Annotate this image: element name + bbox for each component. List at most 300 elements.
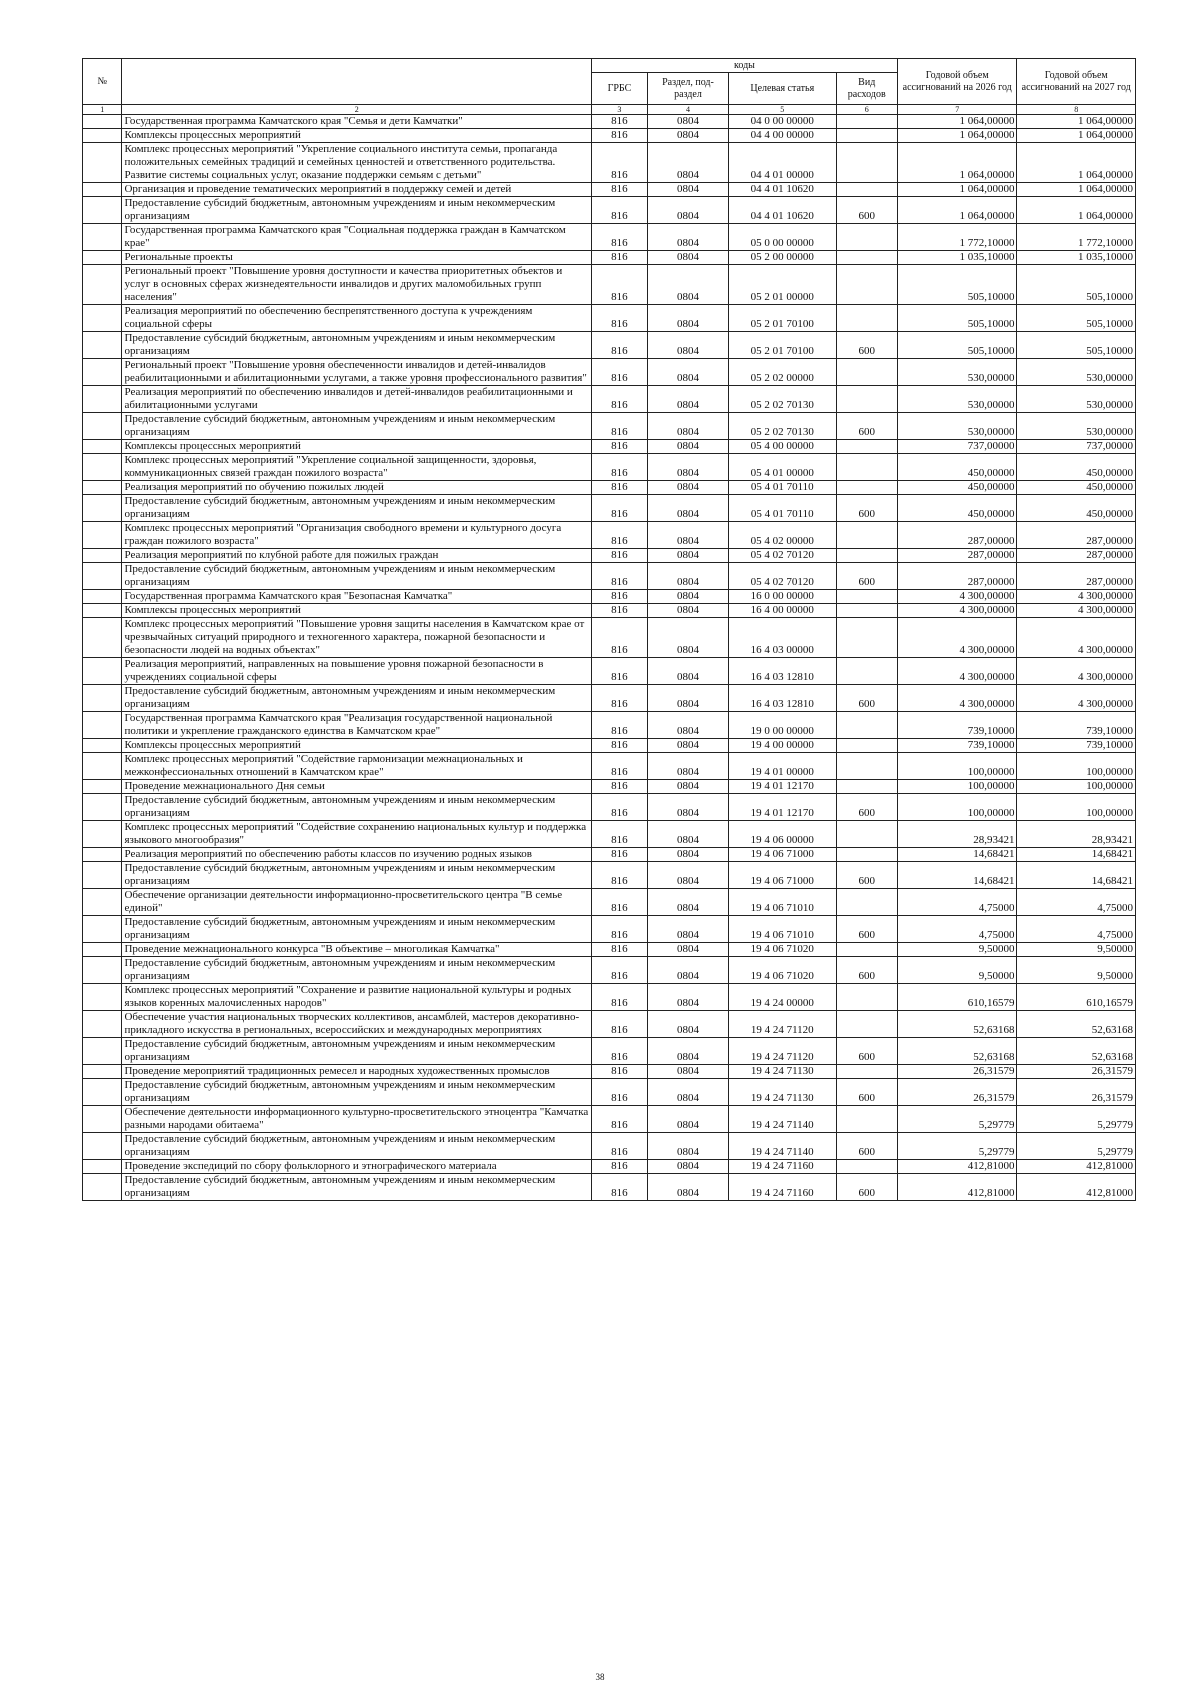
row-number-cell xyxy=(83,183,122,197)
expense-type-cell: 600 xyxy=(836,685,897,712)
grbs-cell: 816 xyxy=(591,753,647,780)
item-name-cell: Комплекс процессных мероприятий "Повышение уровня защиты населения в Камчатском крае от чрезвычайных ситуаций природного и техногенного характера, пожарной безопасности и безопасности людей на водных объектах" xyxy=(122,618,591,658)
volume-2026-cell: 287,00000 xyxy=(897,549,1017,563)
table-row xyxy=(83,143,1136,183)
row-number-cell xyxy=(83,753,122,780)
expense-type-cell xyxy=(836,143,897,183)
table-row xyxy=(83,495,1136,522)
section-cell: 0804 xyxy=(647,454,728,481)
item-name-cell: Комплексы процессных мероприятий xyxy=(122,739,591,753)
volume-2027-cell: 739,10000 xyxy=(1017,712,1136,739)
row-number-cell xyxy=(83,563,122,590)
section-cell: 0804 xyxy=(647,1065,728,1079)
section-cell: 0804 xyxy=(647,658,728,685)
volume-2027-cell: 9,50000 xyxy=(1017,957,1136,984)
target-article-cell: 05 2 02 70130 xyxy=(729,413,836,440)
volume-2026-cell: 26,31579 xyxy=(897,1065,1017,1079)
grbs-cell: 816 xyxy=(591,821,647,848)
table-row xyxy=(83,848,1136,862)
expense-type-cell: 600 xyxy=(836,197,897,224)
row-number-cell xyxy=(83,943,122,957)
target-article-cell: 05 2 02 00000 xyxy=(729,359,836,386)
row-number-cell xyxy=(83,440,122,454)
column-index-2: 2 xyxy=(122,105,591,115)
expense-type-cell xyxy=(836,440,897,454)
expense-type-cell xyxy=(836,712,897,739)
table-row xyxy=(83,454,1136,481)
table-row xyxy=(83,386,1136,413)
grbs-cell: 816 xyxy=(591,848,647,862)
row-number-cell xyxy=(83,454,122,481)
section-cell: 0804 xyxy=(647,604,728,618)
item-name-cell: Комплекс процессных мероприятий "Укрепление социальной защищенности, здоровья, коммуникационных связей граждан пожилого возраста" xyxy=(122,454,591,481)
grbs-cell: 816 xyxy=(591,685,647,712)
section-cell: 0804 xyxy=(647,224,728,251)
grbs-cell: 816 xyxy=(591,658,647,685)
volume-2027-cell: 100,00000 xyxy=(1017,794,1136,821)
expense-type-cell xyxy=(836,1011,897,1038)
table-row xyxy=(83,413,1136,440)
row-number-cell xyxy=(83,413,122,440)
volume-2026-cell: 505,10000 xyxy=(897,332,1017,359)
expense-type-cell: 600 xyxy=(836,1038,897,1065)
volume-2027-cell: 450,00000 xyxy=(1017,481,1136,495)
row-number-cell xyxy=(83,522,122,549)
volume-2026-cell: 28,93421 xyxy=(897,821,1017,848)
volume-2026-cell: 4 300,00000 xyxy=(897,685,1017,712)
section-cell: 0804 xyxy=(647,590,728,604)
section-cell: 0804 xyxy=(647,1160,728,1174)
item-name-cell: Государственная программа Камчатского края "Социальная поддержка граждан в Камчатском крае" xyxy=(122,224,591,251)
expense-type-cell: 600 xyxy=(836,957,897,984)
volume-2026-cell: 100,00000 xyxy=(897,794,1017,821)
volume-2026-cell: 450,00000 xyxy=(897,495,1017,522)
volume-2026-cell: 26,31579 xyxy=(897,1079,1017,1106)
grbs-cell: 816 xyxy=(591,386,647,413)
expense-type-cell xyxy=(836,265,897,305)
row-number-cell xyxy=(83,197,122,224)
item-name-cell: Проведение межнационального Дня семьи xyxy=(122,780,591,794)
item-name-cell: Реализация мероприятий по обеспечению работы классов по изучению родных языков xyxy=(122,848,591,862)
grbs-cell: 816 xyxy=(591,943,647,957)
table-row xyxy=(83,957,1136,984)
grbs-cell: 816 xyxy=(591,197,647,224)
row-number-cell xyxy=(83,251,122,265)
table-row xyxy=(83,1038,1136,1065)
grbs-cell: 816 xyxy=(591,712,647,739)
grbs-cell: 816 xyxy=(591,1160,647,1174)
target-article-cell: 05 4 01 70110 xyxy=(729,481,836,495)
section-cell: 0804 xyxy=(647,481,728,495)
item-name-cell: Обеспечение участия национальных творческих коллективов, ансамблей, мастеров декоративно-прикладного искусства в региональных, всероссийских и международных мероприятиях xyxy=(122,1011,591,1038)
section-cell: 0804 xyxy=(647,916,728,943)
volume-2027-cell: 5,29779 xyxy=(1017,1133,1136,1160)
column-index-6: 6 xyxy=(836,105,897,115)
volume-2027-cell: 530,00000 xyxy=(1017,386,1136,413)
grbs-cell: 816 xyxy=(591,1106,647,1133)
target-article-cell: 19 4 24 71160 xyxy=(729,1174,836,1201)
table-row xyxy=(83,1106,1136,1133)
table-row xyxy=(83,224,1136,251)
item-name-cell: Комплекс процессных мероприятий "Организация свободного времени и культурного досуга граждан пожилого возраста" xyxy=(122,522,591,549)
expense-type-cell: 600 xyxy=(836,563,897,590)
expense-type-cell: 600 xyxy=(836,1079,897,1106)
target-article-cell: 05 2 02 70130 xyxy=(729,386,836,413)
row-number-cell xyxy=(83,1133,122,1160)
header-grbs: ГРБС xyxy=(591,73,647,105)
volume-2027-cell: 52,63168 xyxy=(1017,1038,1136,1065)
expense-type-cell xyxy=(836,129,897,143)
item-name-cell: Обеспечение организации деятельности информационно-просветительского центра "В семье единой" xyxy=(122,889,591,916)
section-cell: 0804 xyxy=(647,563,728,590)
section-cell: 0804 xyxy=(647,794,728,821)
volume-2026-cell: 9,50000 xyxy=(897,957,1017,984)
table-row xyxy=(83,590,1136,604)
volume-2027-cell: 505,10000 xyxy=(1017,332,1136,359)
volume-2027-cell: 530,00000 xyxy=(1017,359,1136,386)
table-row xyxy=(83,1065,1136,1079)
volume-2027-cell: 505,10000 xyxy=(1017,265,1136,305)
target-article-cell: 16 4 03 12810 xyxy=(729,685,836,712)
section-cell: 0804 xyxy=(647,1106,728,1133)
section-cell: 0804 xyxy=(647,780,728,794)
expense-type-cell xyxy=(836,848,897,862)
table-row xyxy=(83,481,1136,495)
item-name-cell: Предоставление субсидий бюджетным, автономным учреждениям и иным некоммерческим организациям xyxy=(122,332,591,359)
volume-2027-cell: 1 064,00000 xyxy=(1017,183,1136,197)
volume-2026-cell: 1 064,00000 xyxy=(897,115,1017,129)
row-number-cell xyxy=(83,1011,122,1038)
table-row xyxy=(83,889,1136,916)
row-number-cell xyxy=(83,481,122,495)
expense-type-cell xyxy=(836,889,897,916)
grbs-cell: 816 xyxy=(591,265,647,305)
table-row xyxy=(83,685,1136,712)
item-name-cell: Предоставление субсидий бюджетным, автономным учреждениям и иным некоммерческим организациям xyxy=(122,1079,591,1106)
grbs-cell: 816 xyxy=(591,359,647,386)
target-article-cell: 04 4 01 10620 xyxy=(729,197,836,224)
item-name-cell: Организация и проведение тематических мероприятий в поддержку семей и детей xyxy=(122,183,591,197)
column-index-8: 8 xyxy=(1017,105,1136,115)
expense-type-cell xyxy=(836,590,897,604)
grbs-cell: 816 xyxy=(591,1011,647,1038)
volume-2027-cell: 26,31579 xyxy=(1017,1065,1136,1079)
expense-type-cell xyxy=(836,386,897,413)
row-number-cell xyxy=(83,265,122,305)
volume-2027-cell: 28,93421 xyxy=(1017,821,1136,848)
volume-2027-cell: 4 300,00000 xyxy=(1017,590,1136,604)
expense-type-cell: 600 xyxy=(836,1133,897,1160)
expense-type-cell xyxy=(836,1065,897,1079)
volume-2027-cell: 9,50000 xyxy=(1017,943,1136,957)
volume-2027-cell: 4 300,00000 xyxy=(1017,618,1136,658)
target-article-cell: 19 4 24 71140 xyxy=(729,1133,836,1160)
expense-type-cell: 600 xyxy=(836,916,897,943)
header-name-blank xyxy=(122,59,591,105)
expense-type-cell: 600 xyxy=(836,862,897,889)
header-codes: коды xyxy=(591,59,897,73)
section-cell: 0804 xyxy=(647,332,728,359)
grbs-cell: 816 xyxy=(591,115,647,129)
section-cell: 0804 xyxy=(647,495,728,522)
row-number-cell xyxy=(83,129,122,143)
expense-type-cell: 600 xyxy=(836,1174,897,1201)
expense-type-cell: 600 xyxy=(836,332,897,359)
column-index-3: 3 xyxy=(591,105,647,115)
section-cell: 0804 xyxy=(647,129,728,143)
table-row xyxy=(83,739,1136,753)
grbs-cell: 816 xyxy=(591,481,647,495)
row-number-cell xyxy=(83,739,122,753)
expense-type-cell xyxy=(836,753,897,780)
target-article-cell: 19 4 24 71140 xyxy=(729,1106,836,1133)
expense-type-cell xyxy=(836,984,897,1011)
grbs-cell: 816 xyxy=(591,618,647,658)
volume-2027-cell: 1 064,00000 xyxy=(1017,197,1136,224)
target-article-cell: 05 0 00 00000 xyxy=(729,224,836,251)
target-article-cell: 05 2 00 00000 xyxy=(729,251,836,265)
column-index-4: 4 xyxy=(647,105,728,115)
target-article-cell: 05 4 02 70120 xyxy=(729,549,836,563)
section-cell: 0804 xyxy=(647,739,728,753)
item-name-cell: Предоставление субсидий бюджетным, автономным учреждениям и иным некоммерческим организациям xyxy=(122,1133,591,1160)
item-name-cell: Комплекс процессных мероприятий "Сохранение и развитие национальной культуры и родных языков коренных малочисленных народов" xyxy=(122,984,591,1011)
expense-type-cell xyxy=(836,305,897,332)
volume-2027-cell: 1 035,10000 xyxy=(1017,251,1136,265)
volume-2026-cell: 739,10000 xyxy=(897,739,1017,753)
target-article-cell: 05 4 00 00000 xyxy=(729,440,836,454)
table-row xyxy=(83,115,1136,129)
column-index-5: 5 xyxy=(729,105,836,115)
grbs-cell: 816 xyxy=(591,129,647,143)
target-article-cell: 19 4 06 00000 xyxy=(729,821,836,848)
grbs-cell: 816 xyxy=(591,522,647,549)
volume-2026-cell: 1 064,00000 xyxy=(897,129,1017,143)
row-number-cell xyxy=(83,1079,122,1106)
section-cell: 0804 xyxy=(647,1011,728,1038)
target-article-cell: 16 4 03 12810 xyxy=(729,658,836,685)
volume-2027-cell: 287,00000 xyxy=(1017,549,1136,563)
row-number-cell xyxy=(83,495,122,522)
table-row xyxy=(83,305,1136,332)
table-row xyxy=(83,522,1136,549)
grbs-cell: 816 xyxy=(591,957,647,984)
target-article-cell: 19 4 01 12170 xyxy=(729,780,836,794)
volume-2026-cell: 4,75000 xyxy=(897,889,1017,916)
volume-2027-cell: 450,00000 xyxy=(1017,454,1136,481)
volume-2026-cell: 450,00000 xyxy=(897,481,1017,495)
grbs-cell: 816 xyxy=(591,604,647,618)
volume-2027-cell: 610,16579 xyxy=(1017,984,1136,1011)
volume-2027-cell: 4 300,00000 xyxy=(1017,658,1136,685)
expense-type-cell xyxy=(836,224,897,251)
row-number-cell xyxy=(83,224,122,251)
item-name-cell: Государственная программа Камчатского края "Безопасная Камчатка" xyxy=(122,590,591,604)
item-name-cell: Реализация мероприятий по обеспечению инвалидов и детей-инвалидов реабилитационными и абилитационными услугами xyxy=(122,386,591,413)
target-article-cell: 19 4 01 12170 xyxy=(729,794,836,821)
target-article-cell: 19 4 24 71160 xyxy=(729,1160,836,1174)
grbs-cell: 816 xyxy=(591,984,647,1011)
target-article-cell: 05 2 01 70100 xyxy=(729,332,836,359)
target-article-cell: 05 4 01 00000 xyxy=(729,454,836,481)
target-article-cell: 19 4 00 00000 xyxy=(729,739,836,753)
table-row xyxy=(83,1160,1136,1174)
row-number-cell xyxy=(83,1038,122,1065)
volume-2027-cell: 52,63168 xyxy=(1017,1011,1136,1038)
grbs-cell: 816 xyxy=(591,1079,647,1106)
table-row xyxy=(83,916,1136,943)
table-row xyxy=(83,1133,1136,1160)
row-number-cell xyxy=(83,604,122,618)
header-number: № xyxy=(83,59,122,105)
item-name-cell: Предоставление субсидий бюджетным, автономным учреждениям и иным некоммерческим организациям xyxy=(122,1174,591,1201)
section-cell: 0804 xyxy=(647,183,728,197)
grbs-cell: 816 xyxy=(591,739,647,753)
row-number-cell xyxy=(83,359,122,386)
target-article-cell: 04 0 00 00000 xyxy=(729,115,836,129)
table-row xyxy=(83,129,1136,143)
row-number-cell xyxy=(83,889,122,916)
section-cell: 0804 xyxy=(647,753,728,780)
section-cell: 0804 xyxy=(647,413,728,440)
expense-type-cell xyxy=(836,359,897,386)
item-name-cell: Предоставление субсидий бюджетным, автономным учреждениям и иным некоммерческим организациям xyxy=(122,197,591,224)
item-name-cell: Комплекс процессных мероприятий "Укрепление социального института семьи, пропаганда положительных семейных традиций и семейных ценностей и ответственного родительства. Развитие системы социальных услуг, оказание поддержки семьям с детьми" xyxy=(122,143,591,183)
grbs-cell: 816 xyxy=(591,1133,647,1160)
row-number-cell xyxy=(83,957,122,984)
expense-type-cell xyxy=(836,454,897,481)
volume-2026-cell: 5,29779 xyxy=(897,1106,1017,1133)
volume-2027-cell: 450,00000 xyxy=(1017,495,1136,522)
table-row xyxy=(83,1174,1136,1201)
item-name-cell: Предоставление субсидий бюджетным, автономным учреждениям и иным некоммерческим организациям xyxy=(122,1038,591,1065)
item-name-cell: Государственная программа Камчатского края "Семья и дети Камчатки" xyxy=(122,115,591,129)
volume-2027-cell: 1 064,00000 xyxy=(1017,129,1136,143)
section-cell: 0804 xyxy=(647,386,728,413)
header-target-article: Целевая статья xyxy=(729,73,836,105)
row-number-cell xyxy=(83,115,122,129)
volume-2026-cell: 530,00000 xyxy=(897,386,1017,413)
item-name-cell: Предоставление субсидий бюджетным, автономным учреждениям и иным некоммерческим организациям xyxy=(122,862,591,889)
item-name-cell: Проведение мероприятий традиционных ремесел и народных художественных промыслов xyxy=(122,1065,591,1079)
header-volume-2027: Годовой объем ассигнований на 2027 год xyxy=(1017,59,1136,105)
row-number-cell xyxy=(83,549,122,563)
table-row xyxy=(83,780,1136,794)
volume-2027-cell: 530,00000 xyxy=(1017,413,1136,440)
item-name-cell: Реализация мероприятий, направленных на повышение уровня пожарной безопасности в учреждениях социальной сферы xyxy=(122,658,591,685)
section-cell: 0804 xyxy=(647,685,728,712)
item-name-cell: Предоставление субсидий бюджетным, автономным учреждениям и иным некоммерческим организациям xyxy=(122,794,591,821)
grbs-cell: 816 xyxy=(591,332,647,359)
item-name-cell: Реализация мероприятий по обеспечению беспрепятственного доступа к учреждениям социальной сферы xyxy=(122,305,591,332)
grbs-cell: 816 xyxy=(591,440,647,454)
grbs-cell: 816 xyxy=(591,1065,647,1079)
volume-2027-cell: 287,00000 xyxy=(1017,522,1136,549)
table-row xyxy=(83,251,1136,265)
expense-type-cell xyxy=(836,821,897,848)
table-body xyxy=(83,115,1136,1201)
volume-2026-cell: 1 064,00000 xyxy=(897,143,1017,183)
expense-type-cell xyxy=(836,943,897,957)
volume-2026-cell: 14,68421 xyxy=(897,862,1017,889)
section-cell: 0804 xyxy=(647,522,728,549)
table-row xyxy=(83,265,1136,305)
volume-2027-cell: 5,29779 xyxy=(1017,1106,1136,1133)
item-name-cell: Комплексы процессных мероприятий xyxy=(122,440,591,454)
grbs-cell: 816 xyxy=(591,454,647,481)
target-article-cell: 05 4 02 00000 xyxy=(729,522,836,549)
item-name-cell: Комплекс процессных мероприятий "Содействие сохранению национальных культур и поддержка языкового многообразия" xyxy=(122,821,591,848)
table-row xyxy=(83,332,1136,359)
grbs-cell: 816 xyxy=(591,590,647,604)
item-name-cell: Комплексы процессных мероприятий xyxy=(122,604,591,618)
volume-2026-cell: 287,00000 xyxy=(897,522,1017,549)
row-number-cell xyxy=(83,590,122,604)
target-article-cell: 19 4 24 71120 xyxy=(729,1038,836,1065)
grbs-cell: 816 xyxy=(591,889,647,916)
page-number: 38 xyxy=(595,1672,605,1682)
expense-type-cell xyxy=(836,780,897,794)
budget-table xyxy=(82,58,1136,1201)
row-number-cell xyxy=(83,780,122,794)
target-article-cell: 19 4 06 71020 xyxy=(729,943,836,957)
table-row xyxy=(83,604,1136,618)
item-name-cell: Реализация мероприятий по обучению пожилых людей xyxy=(122,481,591,495)
target-article-cell: 19 4 24 71120 xyxy=(729,1011,836,1038)
header-expense-type: Вид расходов xyxy=(836,73,897,105)
expense-type-cell xyxy=(836,604,897,618)
target-article-cell: 19 4 06 71010 xyxy=(729,916,836,943)
expense-type-cell: 600 xyxy=(836,413,897,440)
volume-2026-cell: 14,68421 xyxy=(897,848,1017,862)
volume-2026-cell: 4 300,00000 xyxy=(897,590,1017,604)
section-cell: 0804 xyxy=(647,618,728,658)
section-cell: 0804 xyxy=(647,712,728,739)
target-article-cell: 16 0 00 00000 xyxy=(729,590,836,604)
row-number-cell xyxy=(83,305,122,332)
volume-2027-cell: 412,81000 xyxy=(1017,1160,1136,1174)
row-number-cell xyxy=(83,916,122,943)
grbs-cell: 816 xyxy=(591,143,647,183)
target-article-cell: 19 4 24 71130 xyxy=(729,1079,836,1106)
target-article-cell: 04 4 01 10620 xyxy=(729,183,836,197)
table-row xyxy=(83,359,1136,386)
section-cell: 0804 xyxy=(647,359,728,386)
volume-2026-cell: 52,63168 xyxy=(897,1011,1017,1038)
volume-2026-cell: 52,63168 xyxy=(897,1038,1017,1065)
grbs-cell: 816 xyxy=(591,780,647,794)
grbs-cell: 816 xyxy=(591,1038,647,1065)
expense-type-cell xyxy=(836,739,897,753)
section-cell: 0804 xyxy=(647,197,728,224)
volume-2027-cell: 287,00000 xyxy=(1017,563,1136,590)
row-number-cell xyxy=(83,1174,122,1201)
volume-2026-cell: 287,00000 xyxy=(897,563,1017,590)
volume-2026-cell: 412,81000 xyxy=(897,1160,1017,1174)
section-cell: 0804 xyxy=(647,440,728,454)
section-cell: 0804 xyxy=(647,305,728,332)
expense-type-cell xyxy=(836,658,897,685)
expense-type-cell xyxy=(836,1160,897,1174)
table-row xyxy=(83,984,1136,1011)
section-cell: 0804 xyxy=(647,821,728,848)
volume-2026-cell: 4 300,00000 xyxy=(897,658,1017,685)
table-row xyxy=(83,618,1136,658)
volume-2027-cell: 26,31579 xyxy=(1017,1079,1136,1106)
table-row xyxy=(83,563,1136,590)
section-cell: 0804 xyxy=(647,1174,728,1201)
grbs-cell: 816 xyxy=(591,183,647,197)
